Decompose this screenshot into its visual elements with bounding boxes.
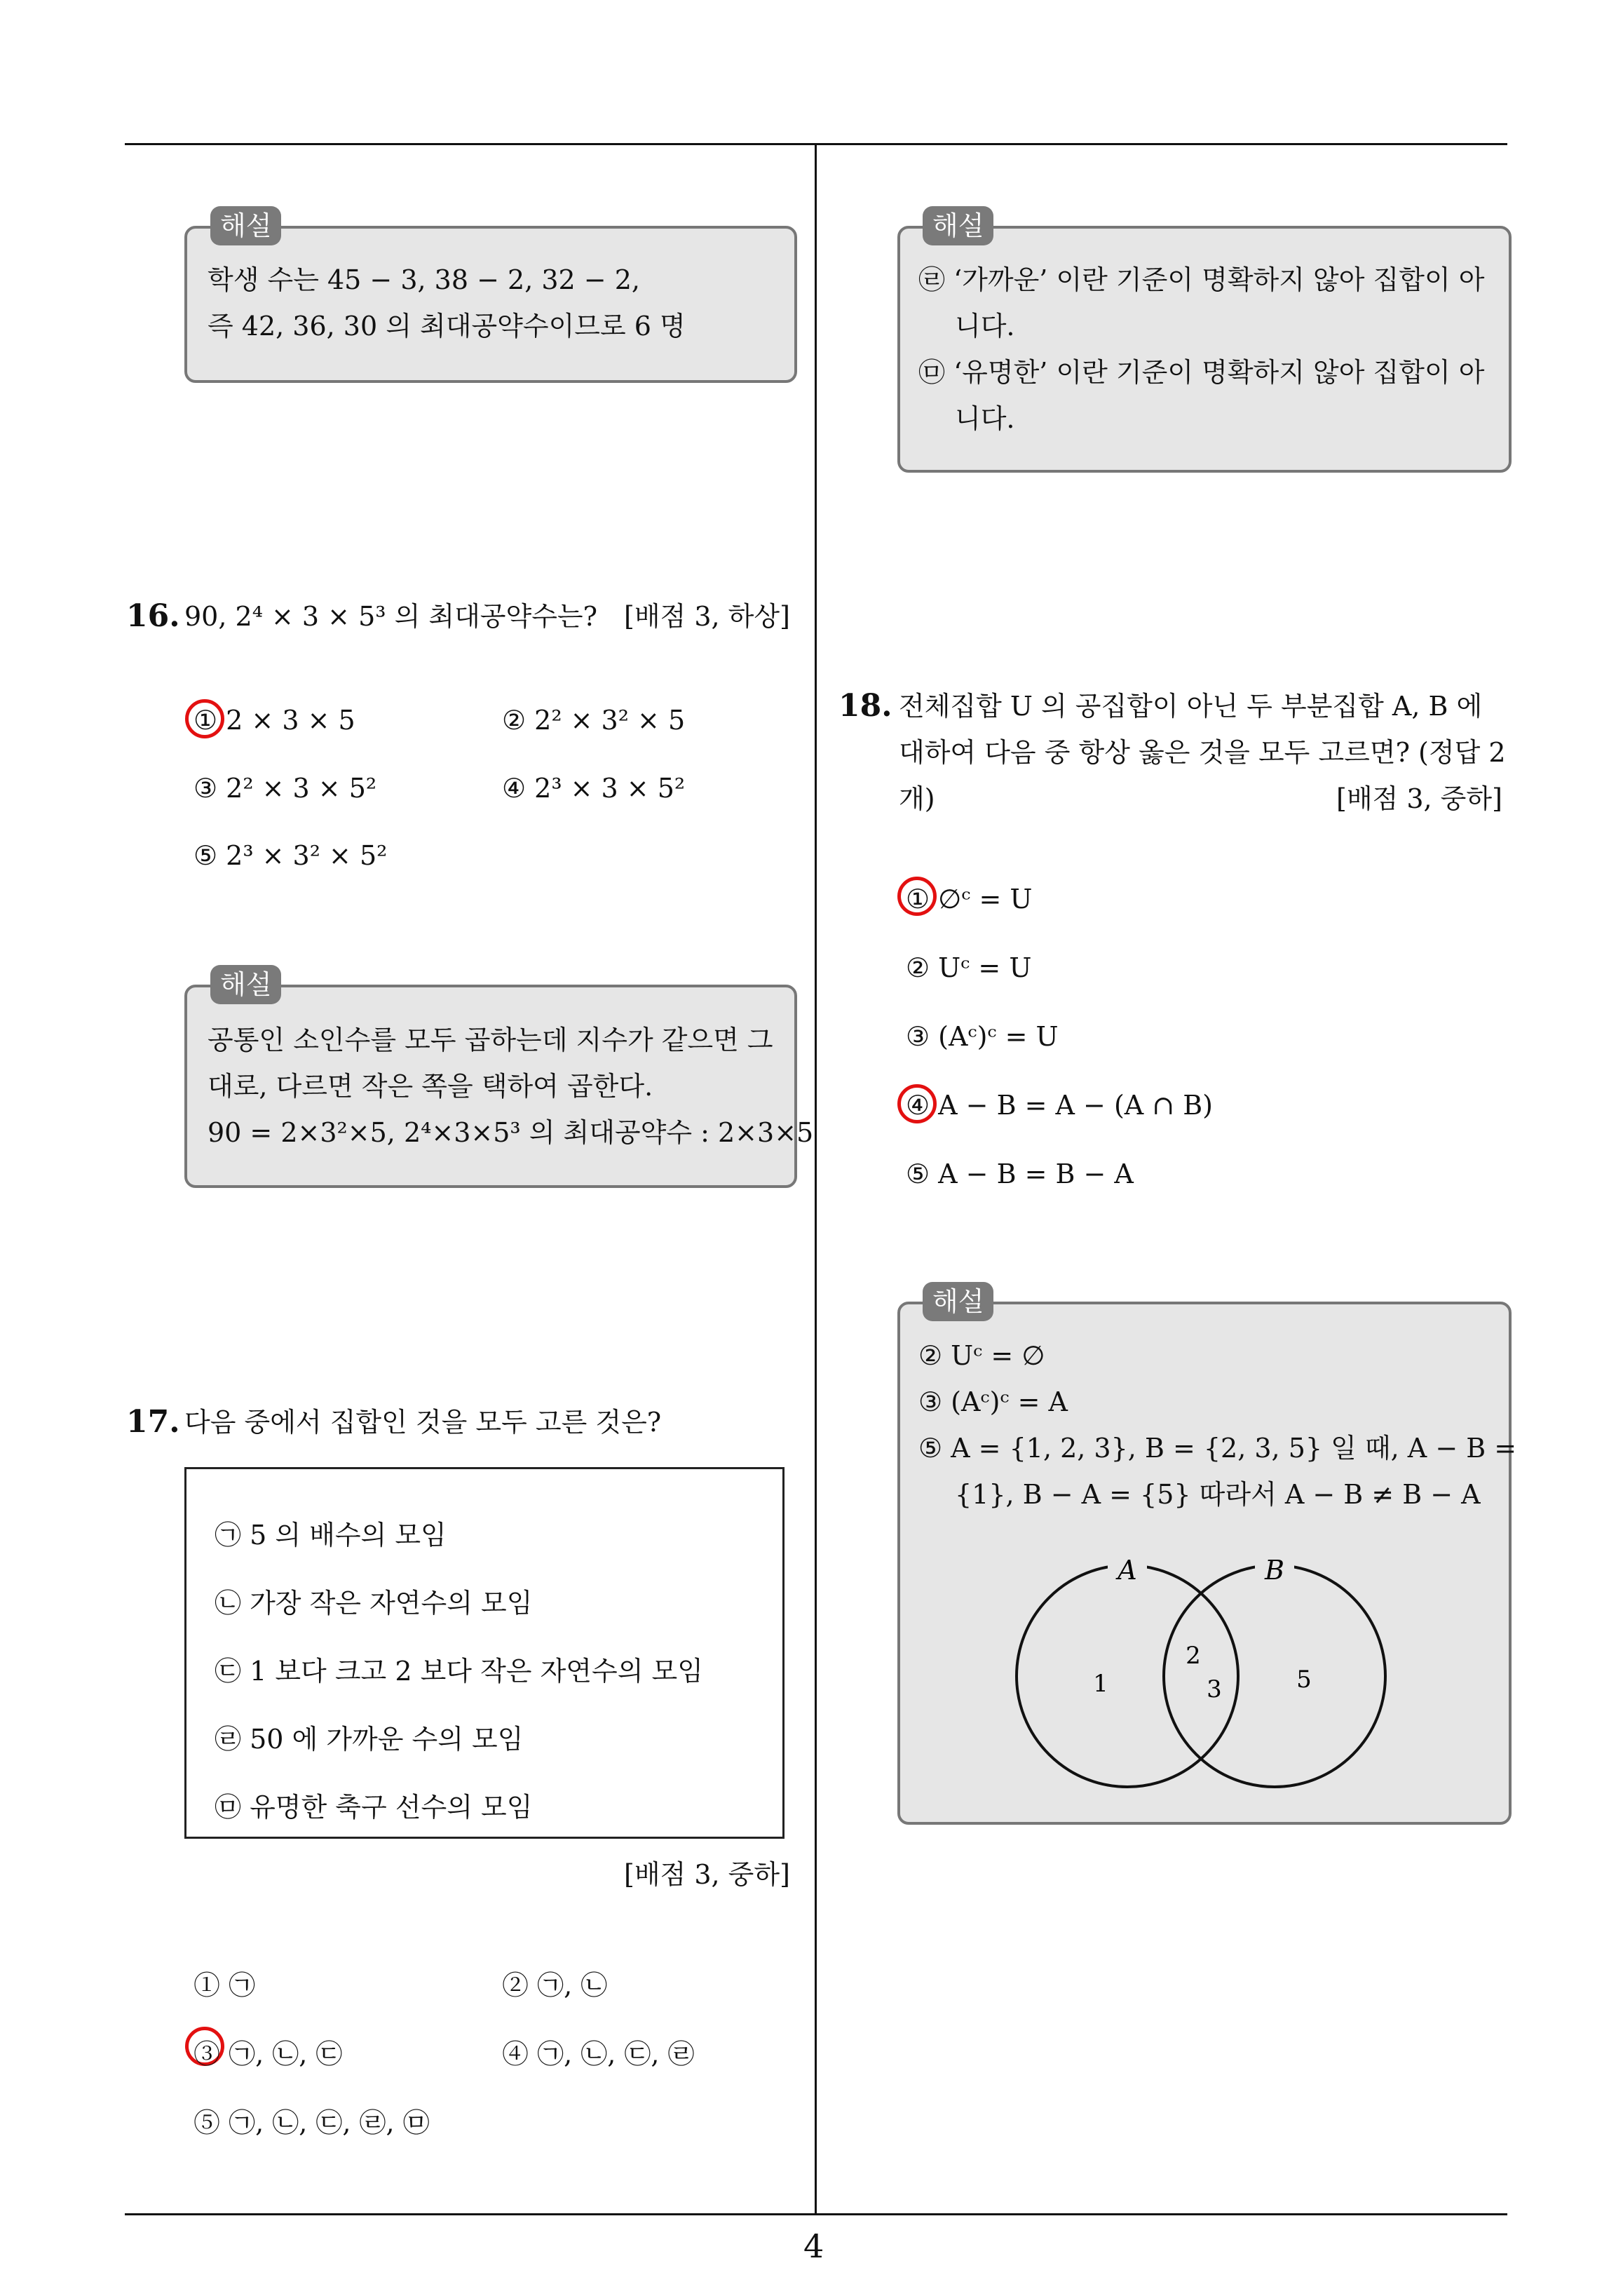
question-18-choice-5[interactable]: ⑤ A − B = B − A xyxy=(906,1159,1134,1189)
solution-18-line-3: ⑤ A = {1, 2, 3}, B = {2, 3, 5} 일 때, A − B = xyxy=(918,1433,1517,1464)
solution-label: 해설 xyxy=(210,206,281,245)
question-18-number: 18. xyxy=(838,688,892,724)
solution-label: 해설 xyxy=(923,1282,993,1321)
solution-label: 해설 xyxy=(210,965,281,1004)
question-17-choice-4[interactable]: ④ ㉠, ㉡, ㉢, ㉣ xyxy=(502,2039,695,2069)
question-16-choice-4[interactable]: ④ 2³ × 3 × 5² xyxy=(502,773,686,804)
solution-18-line-1: ② Uᶜ = ∅ xyxy=(918,1340,1045,1371)
venn-region-both-2: 2 xyxy=(1186,1642,1201,1670)
venn-circle-a xyxy=(1017,1565,1238,1787)
venn-region-a-only: 1 xyxy=(1093,1670,1108,1698)
question-18-choice-4[interactable]: ④ A − B = A − (A ∩ B) xyxy=(906,1090,1213,1121)
question-16-points: [배점 3, 하상] xyxy=(624,601,790,632)
question-17-item-5: ㉤ 유명한 축구 선수의 모임 xyxy=(215,1792,533,1823)
solution-16-line-2: 대로, 다르면 작은 쪽을 택하여 곱한다. xyxy=(208,1071,653,1102)
question-17-number: 17. xyxy=(126,1404,180,1440)
question-18-stem-line-1: 전체집합 U 의 공집합이 아닌 두 부분집합 A, B 에 xyxy=(899,691,1483,722)
venn-diagram xyxy=(1003,1543,1409,1795)
solution-17-line-3: ㉤ ‘유명한’ 이란 기준이 명확하지 않아 집합이 아 xyxy=(918,357,1485,388)
question-18-choice-1[interactable]: ① ∅ᶜ = U xyxy=(906,884,1033,914)
question-16-choice-1[interactable]: ① 2 × 3 × 5 xyxy=(193,705,355,736)
question-16-stem: 90, 2⁴ × 3 × 5³ 의 최대공약수는? xyxy=(184,601,597,632)
question-17-choice-2[interactable]: ② ㉠, ㉡ xyxy=(502,1970,608,2001)
question-17-stem: 다음 중에서 집합인 것을 모두 고른 것은? xyxy=(184,1407,662,1438)
question-17-choice-1[interactable]: ① ㉠ xyxy=(193,1970,256,2001)
question-17-points: [배점 3, 중하] xyxy=(624,1859,790,1890)
solution-label: 해설 xyxy=(923,206,993,245)
venn-label-b: B xyxy=(1265,1555,1284,1586)
solution-16-line-3: 90 = 2×3²×5, 2⁴×3×5³ 의 최대공약수 : 2×3×5 xyxy=(208,1117,814,1148)
solution-17-line-4: 니다. xyxy=(955,403,1015,434)
question-17-item-4: ㉣ 50 에 가까운 수의 모임 xyxy=(215,1724,524,1755)
solution-16-line-1: 공통인 소인수를 모두 곱하는데 지수가 같으면 그 xyxy=(208,1025,773,1055)
question-18-stem-line-3: 개) xyxy=(899,783,935,814)
venn-circle-b xyxy=(1164,1565,1385,1787)
solution-17-line-2: 니다. xyxy=(955,311,1015,342)
page-number: 4 xyxy=(803,2227,824,2265)
solution-18-line-2: ③ (Aᶜ)ᶜ = A xyxy=(918,1386,1068,1417)
solution-17-line-1: ㉣ ‘가까운’ 이란 기준이 명확하지 않아 집합이 아 xyxy=(918,264,1485,295)
question-16-choice-2[interactable]: ② 2² × 3² × 5 xyxy=(502,705,686,736)
solution-15-line-1: 학생 수는 45 − 3, 38 − 2, 32 − 2, xyxy=(208,264,640,295)
question-16-choice-3[interactable]: ③ 2² × 3 × 5² xyxy=(193,773,377,804)
venn-label-a: A xyxy=(1118,1555,1137,1586)
question-18-choice-2[interactable]: ② Uᶜ = U xyxy=(906,952,1032,983)
solution-15-line-2: 즉 42, 36, 30 의 최대공약수이므로 6 명 xyxy=(208,311,686,342)
question-16-number: 16. xyxy=(126,598,180,634)
question-17-choice-5[interactable]: ⑤ ㉠, ㉡, ㉢, ㉣, ㉤ xyxy=(193,2107,430,2138)
question-17-item-1: ㉠ 5 의 배수의 모임 xyxy=(215,1520,447,1551)
venn-region-both-3: 3 xyxy=(1207,1675,1222,1703)
question-18-choice-3[interactable]: ③ (Aᶜ)ᶜ = U xyxy=(906,1021,1059,1052)
column-divider xyxy=(815,143,817,2213)
question-17-item-3: ㉢ 1 보다 크고 2 보다 작은 자연수의 모임 xyxy=(215,1656,703,1687)
question-16-choice-5[interactable]: ⑤ 2³ × 3² × 5² xyxy=(193,840,388,871)
bottom-rule xyxy=(125,2213,1507,2215)
question-17-item-2: ㉡ 가장 작은 자연수의 모임 xyxy=(215,1588,533,1619)
venn-region-b-only: 5 xyxy=(1296,1666,1312,1694)
question-18-points: [배점 3, 중하] xyxy=(1336,783,1502,814)
question-18-stem-line-2: 대하여 다음 중 항상 옳은 것을 모두 고르면? (정답 2 xyxy=(899,737,1506,768)
question-17-choice-3[interactable]: ③ ㉠, ㉡, ㉢ xyxy=(193,2039,343,2069)
solution-18-line-4: {1}, B − A = {5} 따라서 A − B ≠ B − A xyxy=(955,1479,1481,1510)
